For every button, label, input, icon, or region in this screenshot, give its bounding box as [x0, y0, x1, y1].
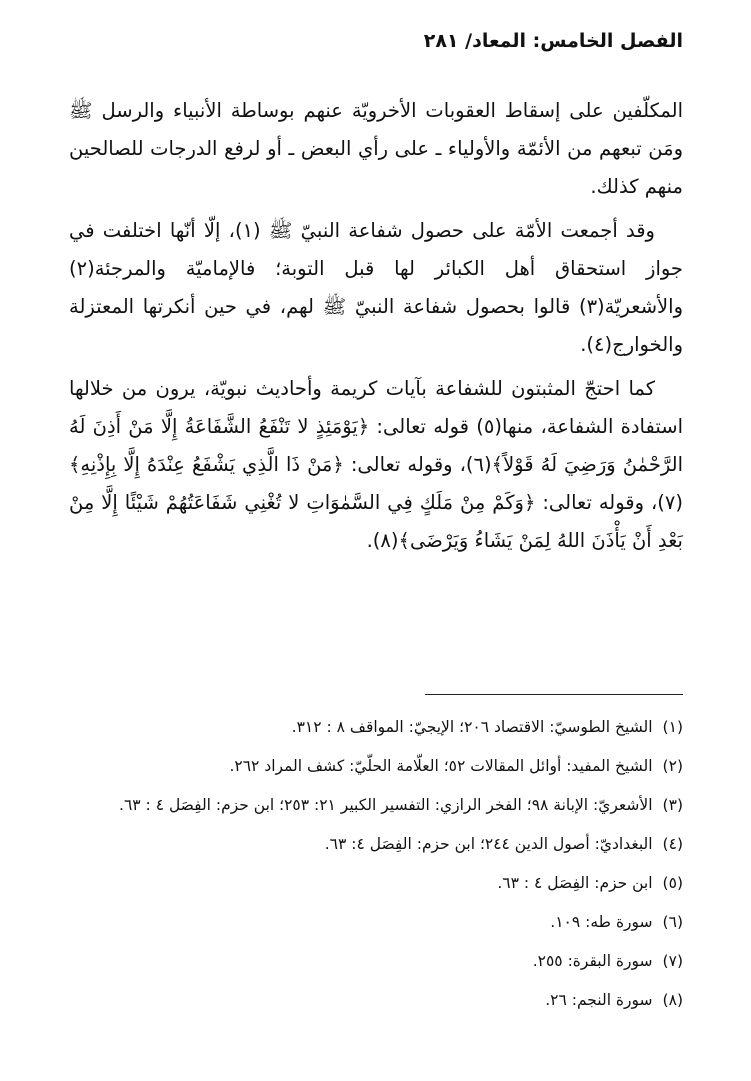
footnote-divider	[425, 694, 683, 695]
footnote-text: البغداديّ: أصول الدين ٢٤٤؛ ابن حزم: الفِصَل ٤: ٦٣.	[324, 835, 653, 853]
footnote-text: سورة النجم: ٢٦.	[545, 991, 653, 1009]
footnote	[69, 864, 683, 903]
footnote-text: سورة طه: ١٠٩.	[550, 913, 653, 931]
footnote-text: سورة البقرة: ٢٥٥.	[532, 952, 653, 970]
footnote-number: (٦)	[662, 913, 683, 931]
footnote	[69, 942, 683, 981]
paragraph: المكلّفين على إسقاط العقوبات الأخرويّة عنهم بوساطة الأنبياء والرسل ﷺ ومَن تبعهم من الأئمّة والأولياء ـ على رأي البعض ـ أو لرفع الدرجات للصالحين منهم كذلك.	[69, 99, 683, 198]
footnote-number: (٥)	[662, 874, 683, 892]
footnote-text: الشيخ الطوسيّ: الاقتصاد ٢٠٦؛ الإيجيّ: المواقف ٨ : ٣١٢.	[291, 718, 653, 736]
footnote	[69, 981, 683, 1020]
footnote-number: (٢)	[662, 757, 683, 775]
footnote-number: (٧)	[662, 952, 683, 970]
main-text	[69, 92, 683, 566]
footnote-number: (٨)	[662, 991, 683, 1009]
footnotes-list	[69, 708, 683, 1020]
footnote	[69, 786, 683, 825]
footnote-text: ابن حزم: الفِصَل ٤ : ٦٣.	[497, 874, 653, 892]
footnote	[69, 747, 683, 786]
footnote-text: الأشعريّ: الإبانة ٩٨؛ الفخر الرازي: التفسير الكبير ٢١: ٢٥٣؛ ابن حزم: الفِصَل ٤ : ٦٣.	[119, 796, 653, 814]
footnote-number: (٤)	[662, 835, 683, 853]
footnote	[69, 708, 683, 747]
paragraph: وقد أجمعت الأمّة على حصول شفاعة النبيّ ﷺ (١)، إلّا أنّها اختلفت في جواز استحقاق أهل الكبائر لها قبل التوبة؛ فالإماميّة والمرجئة(٢) والأشعريّة(٣) قالوا بحصول شفاعة النبيّ ﷺ لهم، في حين أنكرتها المعتزلة والخوارج(٤).	[69, 219, 683, 356]
footnote	[69, 903, 683, 942]
footnote-number: (٣)	[662, 796, 683, 814]
footnote	[69, 825, 683, 864]
footnote-number: (١)	[662, 718, 683, 736]
paragraph: كما احتجّ المثبتون للشفاعة بآيات كريمة وأحاديث نبويّة، يرون من خلالها استفادة الشفاعة، منها(٥) قوله تعالى: ﴿يَوْمَئِذٍ لا تَنْفَعُ الشَّفَاعَةُ إِلَّا مَنْ أَذِنَ لَهُ الرَّحْمٰنُ وَرَضِيَ لَهُ قَوْلاً﴾(٦)، وقوله تعالى: ﴿مَنْ ذَا الَّذِي يَشْفَعُ عِنْدَهُ إِلَّا بِإِذْنِهِ﴾(٧)، وقوله تعالى: ﴿وَكَمْ مِنْ مَلَكٍ فِي السَّمٰوَاتِ لا تُغْنِي شَفَاعَتُهُمْ شَيْئًا إِلَّا مِنْ بَعْدِ أَنْ يَأْذَنَ اللهُ لِمَنْ يَشَاءُ وَيَرْضَى﴾(٨).	[69, 377, 684, 552]
footnote-text: الشيخ المفيد: أوائل المقالات ٥٢؛ العلّامة الحلّيّ: كشف المراد ٢٦٢.	[229, 757, 653, 775]
running-head: الفصل الخامس: المعاد/ ٢٨١	[423, 30, 683, 52]
